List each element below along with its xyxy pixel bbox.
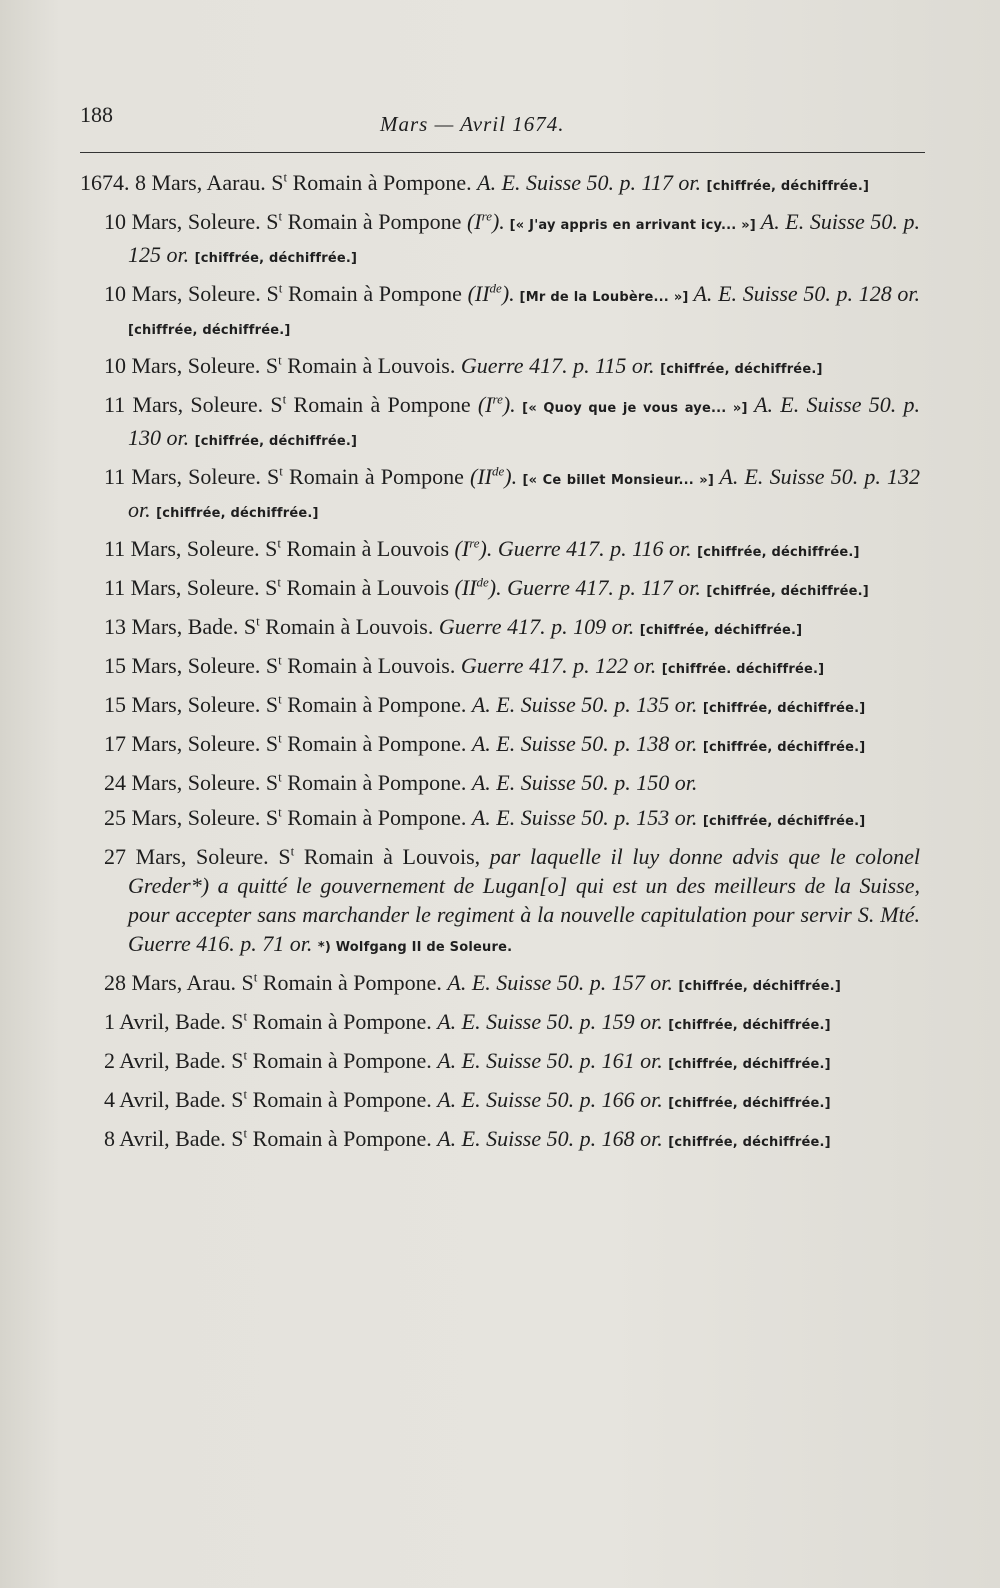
saint-abbrev: $S^t$ [265, 691, 282, 717]
archive-reference: A. E. Suisse 50. p. 130 or. [128, 392, 920, 450]
entry-date: 15 Mars, Soleure. [104, 692, 261, 717]
entry-item [80, 768, 920, 797]
incipit-quote: [Mr de la Loubère... »] [514, 290, 694, 305]
archive-reference: A. E. Suisse 50. p. 150 or. [471, 770, 698, 795]
letter-number-sup: de [489, 280, 502, 296]
archive-reference: A. E. Suisse 50. p. 159 or. [437, 1009, 663, 1034]
entry-date: 24 Mars, Soleure. [104, 770, 261, 795]
entry-item [80, 279, 920, 345]
saint-abbrev: $S^t$ [231, 1086, 248, 1112]
saint-abbrev: $S^t$ [266, 208, 283, 234]
entry-body: Romain à Pompone. [247, 1126, 438, 1151]
cipher-note: [chiffrée, déchiffrée.] [194, 434, 358, 449]
saint-abbrev: $S^t$ [266, 280, 283, 306]
cipher-note: [chiffrée, déchiffrée.] [668, 1018, 831, 1033]
entry-date: 8 Avril, Bade. [104, 1126, 226, 1151]
entry-item [80, 690, 920, 723]
archive-reference: A. E. Suisse 50. p. 166 or. [437, 1087, 663, 1112]
archive-reference: Guerre 417. p. 116 or. [492, 536, 692, 561]
archive-reference: Guerre 417. p. 109 or. [438, 614, 635, 639]
entry-date: 25 Mars, Soleure. [104, 805, 261, 830]
cipher-note: [chiffrée, déchiffrée.] [128, 323, 291, 338]
entry-item [80, 390, 920, 456]
cipher-note: [chiffrée, déchiffrée.] [706, 179, 870, 194]
archive-reference: A. E. Suisse 50. p. 157 or. [447, 970, 673, 995]
entry-list [80, 168, 920, 1163]
entry-item [80, 968, 920, 1001]
entry-date: 28 Mars, Arau. [104, 970, 236, 995]
entry-body: Romain à Louvois, [294, 844, 490, 869]
saint-superscript: t [256, 613, 260, 629]
entry-body: Romain à Pompone [282, 209, 467, 234]
cipher-note: [chiffrée, déchiffrée.] [194, 251, 358, 266]
entry-date: 17 Mars, Soleure. [104, 731, 261, 756]
archive-reference: Guerre 417. p. 122 or. [460, 653, 657, 678]
saint-superscript: t [277, 574, 281, 590]
running-title: Mars — Avril 1674. [380, 112, 565, 136]
saint-superscript: t [282, 391, 287, 407]
saint-abbrev: $S^t$ [243, 613, 260, 639]
entry-body: Romain à Pompone. [247, 1048, 438, 1073]
entry-date: 2 Avril, Bade. [104, 1048, 226, 1073]
archive-reference: A. E. Suisse 50. p. 132 or. [128, 464, 920, 522]
entry-date: 11 Mars, Soleure. [104, 536, 260, 561]
saint-superscript: t [278, 208, 283, 224]
cipher-note: [chiffrée, déchiffrée.] [702, 814, 866, 829]
entry-date: 10 Mars, Soleure. [104, 281, 261, 306]
entry-date: 11 Mars, Soleure. [104, 464, 261, 489]
archive-reference: A. E. Suisse 50. p. 168 or. [437, 1126, 663, 1151]
letter-number-sup: re [492, 391, 503, 407]
entry-item [80, 207, 920, 273]
entry-date: 13 Mars, Bade. [104, 614, 239, 639]
letter-number: (Ire). [466, 208, 505, 234]
entry-body: Romain à Louvois. [281, 353, 461, 378]
entry-body: Romain à Louvois. [259, 614, 439, 639]
entry-item [80, 842, 920, 962]
letter-number: (Ire). [477, 391, 516, 417]
entry-body: Romain à Pompone [282, 464, 471, 489]
saint-abbrev: $S^t$ [265, 535, 281, 561]
letter-number-sup: de [492, 463, 505, 479]
saint-superscript: t [243, 1086, 248, 1102]
cipher-note: [chiffrée, déchiffrée.] [678, 979, 841, 994]
entry-item [80, 351, 920, 384]
saint-abbrev: $S^t$ [267, 463, 283, 489]
archive-reference: A. E. Suisse 50. p. 153 or. [471, 805, 698, 830]
saint-abbrev: $S^t$ [265, 804, 282, 830]
page-header [80, 100, 920, 140]
saint-superscript: t [278, 280, 283, 296]
entry-item [80, 1124, 920, 1157]
cipher-note: *) Wolfgang II de Soleure. [317, 940, 513, 955]
saint-superscript: t [278, 691, 282, 707]
cipher-note: [chiffrée, déchiffrée.] [639, 623, 803, 638]
saint-abbrev: $S^t$ [270, 391, 287, 417]
cipher-note: [chiffrée, déchiffrée.] [697, 545, 860, 560]
entry-item [80, 1007, 920, 1040]
entry-item [80, 803, 920, 836]
entry-body: Romain à Pompone. [257, 970, 448, 995]
entry-body: Romain à Pompone. [281, 731, 472, 756]
entry-date: 27 Mars, Soleure. [104, 844, 269, 869]
entry-body: Romain à Pompone. [281, 692, 472, 717]
saint-abbrev: $S^t$ [265, 730, 282, 756]
archive-reference: A. E. Suisse 50. p. 161 or. [437, 1048, 663, 1073]
saint-superscript: t [278, 352, 282, 368]
cipher-note: [chiffrée, déchiffrée.] [668, 1096, 831, 1111]
entry-body: Romain à Pompone. [247, 1009, 438, 1034]
saint-abbrev: $S^t$ [231, 1047, 248, 1073]
entry-item [80, 729, 920, 762]
entry-body: Romain à Louvois. [281, 653, 461, 678]
saint-abbrev: $S^t$ [265, 352, 282, 378]
saint-abbrev: $S^t$ [265, 769, 282, 795]
saint-superscript: t [278, 730, 282, 746]
archive-reference: Guerre 417. p. 117 or. [501, 575, 701, 600]
entry-item [80, 1085, 920, 1118]
entry-body: Romain à Pompone. [281, 770, 472, 795]
entry-body: Romain à Pompone [282, 281, 468, 306]
entry-date: 10 Mars, Soleure. [104, 353, 261, 378]
saint-superscript: t [278, 769, 282, 785]
entry-item [80, 462, 920, 528]
letter-number-sup: de [476, 574, 489, 590]
entry-item [80, 651, 920, 684]
incipit-quote: [« Quoy que je vous aye... »] [515, 401, 755, 416]
archive-reference: A. E. Suisse 50. p. 128 or. [693, 281, 921, 306]
entry-item [80, 573, 920, 606]
letter-number: (IIde). [467, 280, 515, 306]
archive-reference: Guerre 417. p. 115 or. [460, 353, 655, 378]
entry-date: 1674. 8 Mars, Aarau. [80, 170, 266, 195]
archive-reference: A. E. Suisse 50. p. 138 or. [471, 731, 698, 756]
entry-date: 11 Mars, Soleure. [104, 392, 264, 417]
saint-abbrev: $S^t$ [231, 1008, 248, 1034]
entry-body: Romain à Pompone. [247, 1087, 438, 1112]
cipher-note: [chiffrée, déchiffrée.] [702, 740, 866, 755]
letter-number: (IIde). [454, 574, 502, 600]
entry-body: Romain à Louvois [280, 536, 455, 561]
archive-reference: A. E. Suisse 50. p. 117 or. [477, 170, 702, 195]
saint-superscript: t [283, 169, 288, 185]
entry-body: Romain à Pompone. [281, 805, 472, 830]
entry-body: Romain à Louvois [280, 575, 455, 600]
saint-abbrev: $S^t$ [231, 1125, 248, 1151]
cipher-note: [chiffrée, déchiffrée.] [668, 1135, 831, 1150]
saint-superscript: t [278, 652, 282, 668]
header-rule [80, 152, 925, 153]
saint-abbrev: $S^t$ [241, 969, 258, 995]
entry-item [80, 534, 920, 567]
cipher-note: [chiffrée, déchiffrée.] [156, 506, 319, 521]
cipher-note: [chiffrée, déchiffrée.] [660, 362, 823, 377]
entry-body: Romain à Pompone [286, 392, 478, 417]
entry-item [80, 1046, 920, 1079]
letter-number: (Ire). [454, 535, 493, 561]
saint-superscript: t [243, 1047, 248, 1063]
saint-abbrev: $S^t$ [271, 169, 288, 195]
archive-reference: par laquelle il luy donne advis que le colonel Greder*) a quitté le gouvernement de Lugan[o] qui est un des meilleurs de la Suisse, pour accepter sans marchander le regiment à la nouvelle capitulation pour servir S. Mté. Guerre 416. p. 71 or. [128, 844, 920, 956]
entry-date: 1 Avril, Bade. [104, 1009, 226, 1034]
saint-superscript: t [278, 804, 282, 820]
saint-superscript: t [243, 1008, 248, 1024]
letter-number: (IIde). [470, 463, 518, 489]
cipher-note: [chiffrée. déchiffrée.] [661, 662, 825, 677]
incipit-quote: [« J'ay appris en arrivant icy... »] [504, 218, 761, 233]
entry-item [80, 168, 920, 201]
saint-superscript: t [253, 969, 258, 985]
cipher-note: [chiffrée, déchiffrée.] [668, 1057, 831, 1072]
incipit-quote: [« Ce billet Monsieur... »] [517, 473, 720, 488]
cipher-note: [chiffrée, déchiffrée.] [706, 584, 869, 599]
saint-superscript: t [277, 535, 281, 551]
letter-number-sup: re [469, 535, 480, 551]
saint-superscript: t [290, 843, 295, 859]
entry-item [80, 612, 920, 645]
saint-abbrev: $S^t$ [265, 652, 282, 678]
saint-superscript: t [279, 463, 283, 479]
saint-abbrev: $S^t$ [278, 843, 295, 869]
saint-superscript: t [243, 1125, 248, 1141]
page-number: 188 [80, 102, 113, 127]
archive-reference: A. E. Suisse 50. p. 125 or. [128, 209, 920, 267]
entry-date: 11 Mars, Soleure. [104, 575, 260, 600]
archive-reference: A. E. Suisse 50. p. 135 or. [471, 692, 698, 717]
entry-body: Romain à Pompone. [287, 170, 478, 195]
entry-date: 4 Avril, Bade. [104, 1087, 226, 1112]
saint-abbrev: $S^t$ [265, 574, 281, 600]
entry-date: 10 Mars, Soleure. [104, 209, 261, 234]
entry-date: 15 Mars, Soleure. [104, 653, 261, 678]
cipher-note: [chiffrée, déchiffrée.] [702, 701, 866, 716]
letter-number-sup: re [481, 208, 492, 224]
